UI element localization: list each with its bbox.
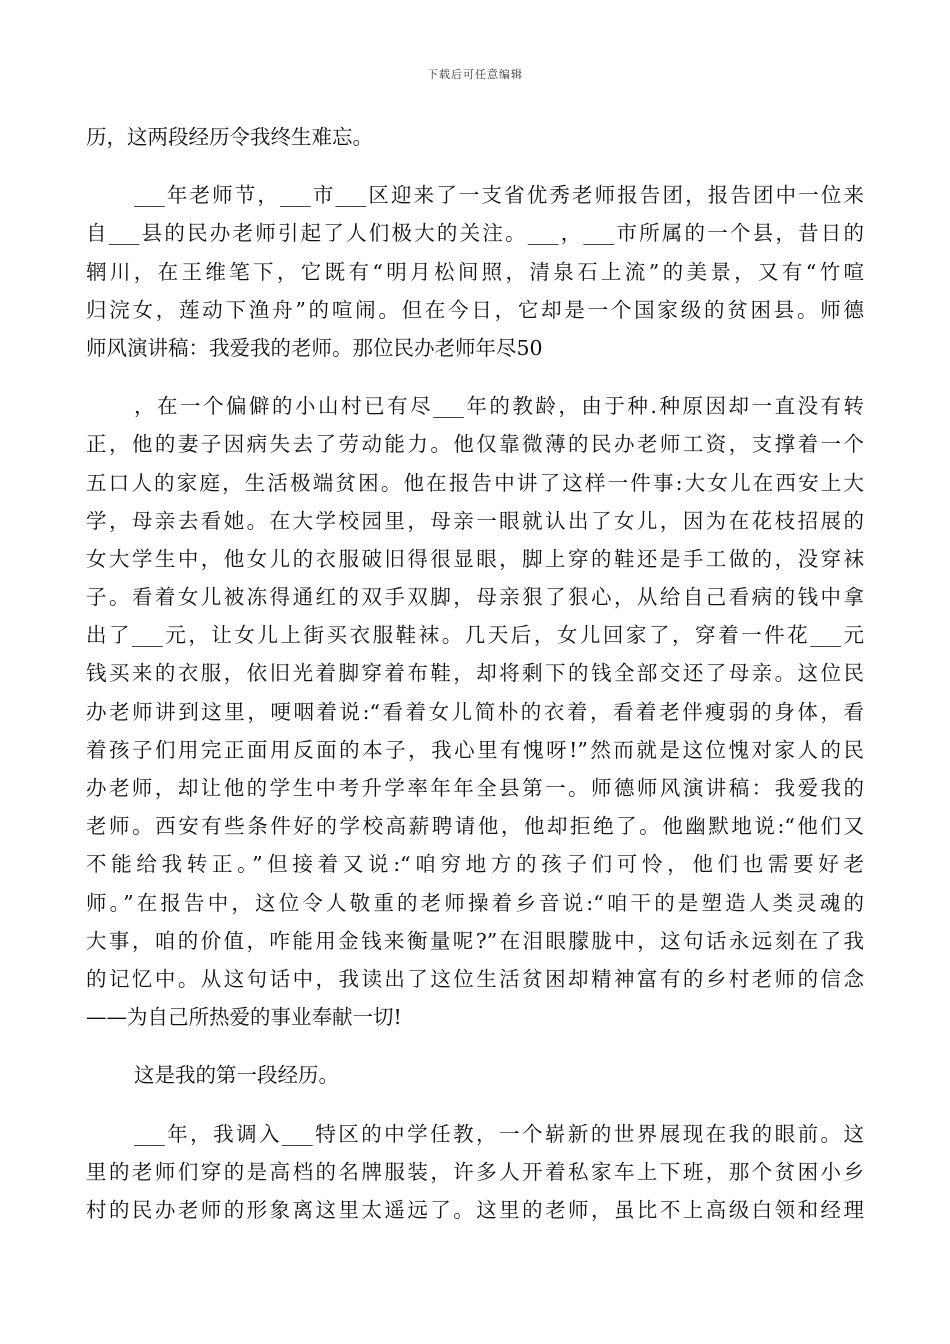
paragraph-3-line-15: 大事，咱的价值，咋能用金钱来衡量呢?”在泪眼朦胧中，这句话永远刻在了我 (86, 928, 864, 953)
paragraph-3-line-8: 钱买来的衣服，依旧光着脚穿着布鞋，却将剩下的钱全部交还了母亲。这位民 (86, 661, 864, 686)
document-body (86, 118, 864, 1229)
paragraph-3-line-9: 办老师讲到这里，哽咽着说:“看着女儿简朴的衣着，看着老伴瘦弱的身体，看 (86, 699, 864, 724)
paragraph-3-line-10: 着孩子们用完正面用反面的本子，我心里有愧呀!”然而就是这位愧对家人的民 (86, 737, 864, 762)
paragraph-spacer (86, 156, 864, 176)
paragraph-5-line-1: ___年，我调入___特区的中学任教，一个崭新的世界展现在我的眼前。这 (134, 1121, 864, 1146)
paragraph-2-line-5: 师风演讲稿：我爱我的老师。那位民办老师年尽50 (86, 335, 543, 360)
paragraph-spacer (86, 1036, 864, 1056)
paragraph-3-line-4: 学，母亲去看她。在大学校园里，母亲一眼就认出了女儿，因为在花枝招展的 (86, 508, 864, 533)
paragraph-1-line-1: 历，这两段经历令我终生难忘。 (86, 125, 373, 149)
paragraph-2-line-3: 辋川，在王维笔下，它既有“明月松间照，清泉石上流”的美景，又有“竹喧 (86, 259, 864, 284)
page-header: 下载后可任意编辑 (427, 68, 523, 81)
paragraph-spacer (86, 1095, 864, 1115)
paragraph-3-line-2: 正，他的妻子因病失去了劳动能力。他仅靠微薄的民办老师工资，支撑着一个 (86, 432, 864, 457)
paragraph-spacer (86, 367, 864, 387)
paragraph-3-line-5: 女大学生中，他女儿的衣服破旧得很显眼，脚上穿的鞋还是手工做的，没穿袜 (86, 546, 864, 571)
paragraph-3-line-14: 师。”在报告中，这位令人敬重的老师操着乡音说:“咱干的是塑造人类灵魂的 (86, 890, 864, 915)
paragraph-3-line-12: 老师。西安有些条件好的学校高薪聘请他，他却拒绝了。他幽默地说:“他们又 (86, 814, 864, 839)
paragraph-5-line-3: 村的民办老师的形象离这里太遥远了。这里的老师，虽比不上高级白领和经理 (86, 1197, 864, 1222)
paragraph-3-line-11: 办老师，却让他的学生中考升学率年年全县第一。师德师风演讲稿：我爱我的 (86, 776, 864, 800)
paragraph-3-line-6: 子。看着女儿被冻得通红的双手双脚，母亲狠了狠心，从给自己看病的钱中拿 (86, 585, 864, 610)
paragraph-3-line-13: 不能给我转正。”但接着又说:“咱穷地方的孩子们可怜，他们也需要好老 (86, 852, 864, 877)
paragraph-3-line-7: 出了___元，让女儿上街买衣服鞋袜。几天后，女儿回家了，穿着一件花___元 (86, 623, 864, 648)
paragraph-2-line-1: ___年老师节，___市___区迎来了一支省优秀老师报告团，报告团中一位来 (134, 183, 864, 208)
paragraph-2-line-4: 归浣女，莲动下渔舟”的喧闹。但在今日，它却是一个国家级的贫困县。师德 (86, 297, 864, 322)
paragraph-3-line-3: 五口人的家庭，生活极端贫困。他在报告中讲了这样一件事:大女儿在西安上大 (86, 470, 864, 495)
paragraph-4-line-1: 这是我的第一段经历。 (134, 1063, 339, 1088)
paragraph-5-line-2: 里的老师们穿的是高档的名牌服装，许多人开着私家车上下班，那个贫困小乡 (86, 1159, 864, 1184)
paragraph-3-line-17: ——为自己所热爱的事业奉献一切! (86, 1005, 402, 1030)
paragraph-3-line-1: ，在一个偏僻的小山村已有尽___年的教龄，由于种.种原因却一直没有转 (134, 394, 864, 419)
paragraph-3-line-16: 的记忆中。从这句话中，我读出了这位生活贫困却精神富有的乡村老师的信念 (86, 966, 864, 991)
paragraph-2-line-2: 自___县的民办老师引起了人们极大的关注。___，___市所属的一个县，昔日的 (86, 221, 864, 246)
